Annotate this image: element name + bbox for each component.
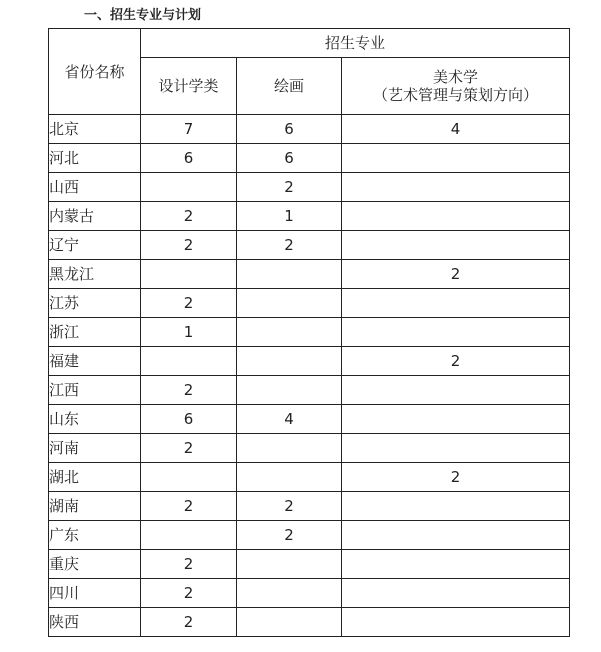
cell-painting — [237, 579, 342, 608]
table-row — [49, 405, 570, 434]
cell-fine-arts: 2 — [342, 347, 570, 376]
cell-design: 2 — [141, 492, 237, 521]
table-row — [49, 173, 570, 202]
table-row — [49, 231, 570, 260]
cell-fine-arts — [342, 434, 570, 463]
table-row — [49, 579, 570, 608]
cell-painting — [237, 260, 342, 289]
header-fine-arts-line1: 美术学 — [433, 68, 479, 86]
cell-painting: 6 — [237, 144, 342, 173]
cell-painting — [237, 347, 342, 376]
cell-province: 重庆 — [49, 550, 141, 579]
cell-painting: 6 — [237, 115, 342, 144]
cell-province: 山东 — [49, 405, 141, 434]
table-body — [49, 115, 570, 637]
cell-fine-arts: 2 — [342, 260, 570, 289]
cell-fine-arts — [342, 289, 570, 318]
table-row — [49, 550, 570, 579]
cell-fine-arts — [342, 405, 570, 434]
cell-design: 2 — [141, 579, 237, 608]
table-row — [49, 376, 570, 405]
cell-fine-arts — [342, 144, 570, 173]
cell-province: 北京 — [49, 115, 141, 144]
cell-province: 湖南 — [49, 492, 141, 521]
cell-province: 河南 — [49, 434, 141, 463]
cell-province: 四川 — [49, 579, 141, 608]
enrollment-plan-table — [48, 28, 570, 637]
cell-fine-arts — [342, 608, 570, 637]
cell-design: 2 — [141, 434, 237, 463]
table-row — [49, 289, 570, 318]
header-major-group: 招生专业 — [141, 29, 570, 58]
cell-painting — [237, 376, 342, 405]
table-row — [49, 521, 570, 550]
cell-province: 湖北 — [49, 463, 141, 492]
cell-painting — [237, 550, 342, 579]
cell-design — [141, 173, 237, 202]
cell-fine-arts — [342, 521, 570, 550]
table-row — [49, 260, 570, 289]
cell-design: 2 — [141, 376, 237, 405]
cell-design — [141, 347, 237, 376]
header-province: 省份名称 — [49, 29, 141, 115]
cell-design: 2 — [141, 202, 237, 231]
table-row — [49, 318, 570, 347]
header-painting: 绘画 — [237, 58, 342, 115]
cell-province: 黑龙江 — [49, 260, 141, 289]
cell-design: 1 — [141, 318, 237, 347]
table-row — [49, 347, 570, 376]
cell-fine-arts — [342, 492, 570, 521]
cell-fine-arts: 2 — [342, 463, 570, 492]
cell-painting: 1 — [237, 202, 342, 231]
cell-design: 2 — [141, 231, 237, 260]
cell-fine-arts — [342, 376, 570, 405]
section-heading: 一、招生专业与计划 — [84, 8, 202, 23]
cell-design: 6 — [141, 405, 237, 434]
cell-province: 山西 — [49, 173, 141, 202]
table-row — [49, 115, 570, 144]
cell-design — [141, 260, 237, 289]
cell-design: 6 — [141, 144, 237, 173]
cell-fine-arts — [342, 318, 570, 347]
cell-painting — [237, 434, 342, 463]
cell-painting: 2 — [237, 492, 342, 521]
cell-province: 辽宁 — [49, 231, 141, 260]
cell-province: 广东 — [49, 521, 141, 550]
cell-province: 内蒙古 — [49, 202, 141, 231]
cell-painting: 2 — [237, 173, 342, 202]
cell-painting: 2 — [237, 521, 342, 550]
cell-design — [141, 463, 237, 492]
header-row-top — [49, 29, 570, 58]
table-row — [49, 144, 570, 173]
cell-fine-arts — [342, 550, 570, 579]
cell-design — [141, 521, 237, 550]
header-design: 设计学类 — [141, 58, 237, 115]
cell-province: 陕西 — [49, 608, 141, 637]
cell-painting — [237, 318, 342, 347]
cell-fine-arts — [342, 231, 570, 260]
table-row — [49, 608, 570, 637]
cell-province: 浙江 — [49, 318, 141, 347]
cell-painting — [237, 463, 342, 492]
cell-fine-arts — [342, 173, 570, 202]
table-row — [49, 202, 570, 231]
table-row — [49, 434, 570, 463]
cell-painting: 2 — [237, 231, 342, 260]
cell-province: 江苏 — [49, 289, 141, 318]
cell-design: 2 — [141, 550, 237, 579]
header-fine-arts-line2: （艺术管理与策划方向） — [373, 86, 539, 104]
cell-province: 福建 — [49, 347, 141, 376]
table-row — [49, 492, 570, 521]
cell-painting: 4 — [237, 405, 342, 434]
cell-province: 河北 — [49, 144, 141, 173]
header-fine-arts — [342, 58, 570, 115]
cell-design: 2 — [141, 289, 237, 318]
cell-province: 江西 — [49, 376, 141, 405]
cell-design: 7 — [141, 115, 237, 144]
cell-design: 2 — [141, 608, 237, 637]
cell-fine-arts: 4 — [342, 115, 570, 144]
cell-fine-arts — [342, 202, 570, 231]
cell-painting — [237, 289, 342, 318]
cell-fine-arts — [342, 579, 570, 608]
table-row — [49, 463, 570, 492]
cell-painting — [237, 608, 342, 637]
